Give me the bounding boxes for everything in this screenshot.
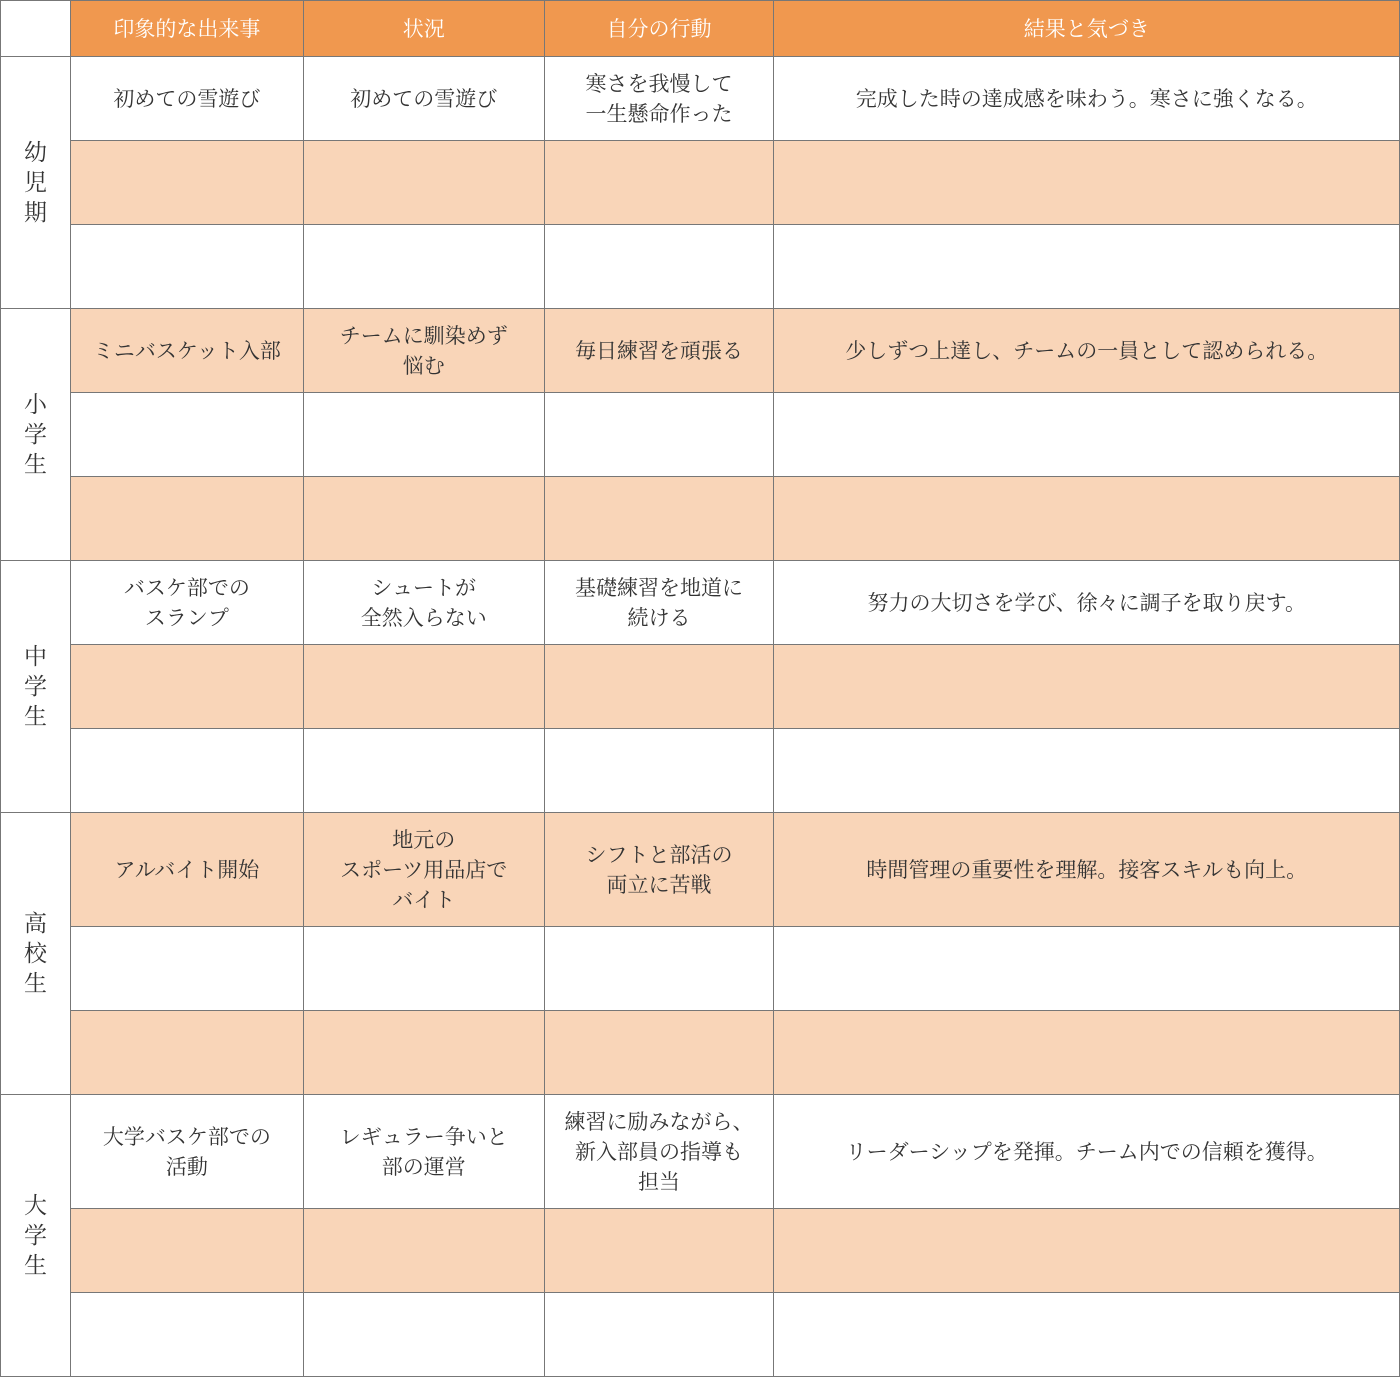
event-cell xyxy=(70,927,303,1011)
action-cell xyxy=(544,729,774,813)
table-row xyxy=(1,477,1400,561)
corner-cell xyxy=(1,1,71,57)
action-cell: シフトと部活の 両立に苦戦 xyxy=(544,813,774,927)
table-body xyxy=(1,57,1400,1377)
table-row xyxy=(1,729,1400,813)
situation-cell xyxy=(303,393,544,477)
table-row xyxy=(1,309,1400,393)
result-cell: 努力の大切さを学び、徐々に調子を取り戻す。 xyxy=(774,561,1400,645)
situation-cell xyxy=(303,1011,544,1095)
header-situation: 状況 xyxy=(303,1,544,57)
action-cell: 寒さを我慢して 一生懸命作った xyxy=(544,57,774,141)
situation-cell xyxy=(303,729,544,813)
situation-cell: レギュラー争いと 部の運営 xyxy=(303,1095,544,1209)
action-cell: 毎日練習を頑張る xyxy=(544,309,774,393)
situation-cell xyxy=(303,225,544,309)
table-row xyxy=(1,1011,1400,1095)
situation-cell: チームに馴染めず 悩む xyxy=(303,309,544,393)
event-cell xyxy=(70,1293,303,1377)
event-cell: 大学バスケ部での 活動 xyxy=(70,1095,303,1209)
period-label-cell xyxy=(1,1095,71,1377)
table-row xyxy=(1,141,1400,225)
table-row xyxy=(1,927,1400,1011)
result-cell xyxy=(774,1011,1400,1095)
header-event: 印象的な出来事 xyxy=(70,1,303,57)
event-cell xyxy=(70,645,303,729)
result-cell: リーダーシップを発揮。チーム内での信頼を獲得。 xyxy=(774,1095,1400,1209)
event-cell xyxy=(70,477,303,561)
table-row xyxy=(1,57,1400,141)
event-cell: ミニバスケット入部 xyxy=(70,309,303,393)
header-action: 自分の行動 xyxy=(544,1,774,57)
situation-cell xyxy=(303,141,544,225)
event-cell: バスケ部での スランプ xyxy=(70,561,303,645)
action-cell xyxy=(544,1209,774,1293)
result-cell xyxy=(774,1209,1400,1293)
situation-cell: 地元の スポーツ用品店で バイト xyxy=(303,813,544,927)
result-cell: 完成した時の達成感を味わう。寒さに強くなる。 xyxy=(774,57,1400,141)
header-result: 結果と気づき xyxy=(774,1,1400,57)
result-cell xyxy=(774,141,1400,225)
action-cell: 基礎練習を地道に 続ける xyxy=(544,561,774,645)
table-row xyxy=(1,225,1400,309)
period-label: 幼児期 xyxy=(23,139,47,226)
event-cell xyxy=(70,1209,303,1293)
table-row xyxy=(1,645,1400,729)
action-cell xyxy=(544,477,774,561)
situation-cell: シュートが 全然入らない xyxy=(303,561,544,645)
action-cell xyxy=(544,225,774,309)
period-label-cell xyxy=(1,813,71,1095)
situation-cell xyxy=(303,645,544,729)
result-cell: 少しずつ上達し、チームの一員として認められる。 xyxy=(774,309,1400,393)
period-label: 高校生 xyxy=(23,910,47,997)
table-row xyxy=(1,561,1400,645)
situation-cell xyxy=(303,1209,544,1293)
action-cell xyxy=(544,927,774,1011)
event-cell xyxy=(70,1011,303,1095)
event-cell xyxy=(70,393,303,477)
period-label: 大学生 xyxy=(23,1192,47,1279)
table-row xyxy=(1,1095,1400,1209)
action-cell xyxy=(544,1011,774,1095)
period-label-cell xyxy=(1,57,71,309)
table-row xyxy=(1,813,1400,927)
result-cell xyxy=(774,477,1400,561)
situation-cell: 初めての雪遊び xyxy=(303,57,544,141)
period-label: 小学生 xyxy=(23,391,47,478)
period-label: 中学生 xyxy=(23,643,47,730)
action-cell xyxy=(544,645,774,729)
result-cell xyxy=(774,927,1400,1011)
period-label-cell xyxy=(1,309,71,561)
period-label-cell xyxy=(1,561,71,813)
situation-cell xyxy=(303,927,544,1011)
action-cell xyxy=(544,393,774,477)
result-cell: 時間管理の重要性を理解。接客スキルも向上。 xyxy=(774,813,1400,927)
result-cell xyxy=(774,393,1400,477)
table-row xyxy=(1,1293,1400,1377)
result-cell xyxy=(774,729,1400,813)
situation-cell xyxy=(303,477,544,561)
header-row xyxy=(1,1,1400,57)
event-cell xyxy=(70,225,303,309)
result-cell xyxy=(774,225,1400,309)
event-cell xyxy=(70,729,303,813)
event-cell: 初めての雪遊び xyxy=(70,57,303,141)
result-cell xyxy=(774,1293,1400,1377)
action-cell xyxy=(544,141,774,225)
action-cell: 練習に励みながら、 新入部員の指導も 担当 xyxy=(544,1095,774,1209)
result-cell xyxy=(774,645,1400,729)
event-cell xyxy=(70,141,303,225)
situation-cell xyxy=(303,1293,544,1377)
table-row xyxy=(1,1209,1400,1293)
table-row xyxy=(1,393,1400,477)
event-cell: アルバイト開始 xyxy=(70,813,303,927)
action-cell xyxy=(544,1293,774,1377)
